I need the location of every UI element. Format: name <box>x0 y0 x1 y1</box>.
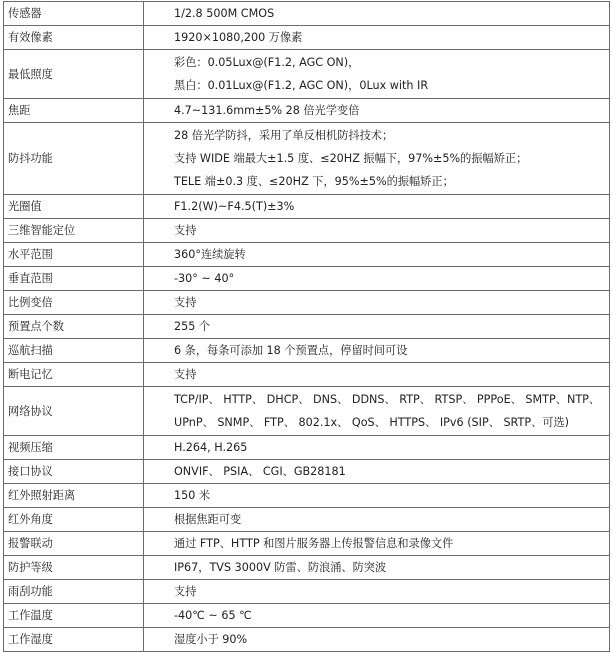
spec-label: 报警联动 <box>4 532 144 556</box>
table-row <box>4 26 610 50</box>
spec-value <box>144 556 610 580</box>
spec-value <box>144 580 610 604</box>
spec-value <box>144 604 610 628</box>
table-row <box>4 243 610 267</box>
spec-label: 有效像素 <box>4 26 144 50</box>
spec-label: 防护等级 <box>4 556 144 580</box>
spec-value <box>144 243 610 267</box>
table-row <box>4 436 610 460</box>
spec-value-line: 支持 <box>174 224 197 237</box>
spec-label: 三维智能定位 <box>4 219 144 243</box>
spec-value <box>144 99 610 123</box>
spec-value-line: 湿度小于 90% <box>174 633 248 646</box>
spec-value-line: 150 米 <box>174 489 211 502</box>
spec-value <box>144 123 610 195</box>
spec-value-line: 4.7~131.6mm±5% 28 倍光学变倍 <box>174 104 360 117</box>
spec-value <box>144 2 610 26</box>
spec-label: 红外照射距离 <box>4 484 144 508</box>
spec-value <box>144 315 610 339</box>
spec-label: 视频压缩 <box>4 436 144 460</box>
table-row <box>4 628 610 652</box>
spec-value <box>144 26 610 50</box>
spec-value-line: 支持 <box>174 296 197 309</box>
spec-value <box>144 484 610 508</box>
spec-value <box>144 628 610 652</box>
table-row <box>4 484 610 508</box>
table-row <box>4 460 610 484</box>
spec-label: 焦距 <box>4 99 144 123</box>
table-row <box>4 195 610 219</box>
table-row <box>4 387 610 436</box>
spec-value <box>144 195 610 219</box>
spec-value-line: 1/2.8 500M CMOS <box>174 7 275 20</box>
table-row <box>4 2 610 26</box>
table-row <box>4 508 610 532</box>
spec-value <box>144 532 610 556</box>
spec-table-body <box>4 2 610 652</box>
table-row <box>4 339 610 363</box>
spec-label: 预置点个数 <box>4 315 144 339</box>
spec-value-line: -40℃ ~ 65 ℃ <box>174 609 252 622</box>
spec-label: 传感器 <box>4 2 144 26</box>
spec-table <box>3 1 610 652</box>
spec-label: 垂直范围 <box>4 267 144 291</box>
spec-label: 工作温度 <box>4 604 144 628</box>
spec-label: 水平范围 <box>4 243 144 267</box>
table-row <box>4 532 610 556</box>
spec-value-line: 255 个 <box>174 320 211 333</box>
spec-value <box>144 267 610 291</box>
spec-label: 网络协议 <box>4 387 144 436</box>
spec-value-line: 根据焦距可变 <box>174 513 242 526</box>
spec-value <box>144 291 610 315</box>
spec-value-line: TELE 端±0.3 度、≤20HZ 下，95%±5%的振幅矫正； <box>174 175 454 188</box>
table-row <box>4 267 610 291</box>
spec-value-line: 黑白：0.01Lux@(F1.2, AGC ON)，0Lux with IR <box>174 79 429 92</box>
spec-value-line: TCP/IP、 HTTP、 DHCP、 DNS、 DDNS、 RTP、 RTSP、 PPPoE、 SMTP、NTP、 <box>174 393 601 406</box>
spec-label: 断电记忆 <box>4 363 144 387</box>
spec-value-line: ONVIF、 PSIA、 CGI、GB28181 <box>174 465 346 478</box>
spec-label: 光圈值 <box>4 195 144 219</box>
spec-value <box>144 50 610 99</box>
spec-value <box>144 339 610 363</box>
table-row <box>4 363 610 387</box>
spec-label: 红外角度 <box>4 508 144 532</box>
spec-value-line: 彩色：0.05Lux@(F1.2, AGC ON)， <box>174 56 360 69</box>
spec-value <box>144 436 610 460</box>
spec-label: 工作湿度 <box>4 628 144 652</box>
table-row <box>4 291 610 315</box>
spec-value-line: 支持 WIDE 端最大±1.5 度、≤20HZ 振幅下，97%±5%的振幅矫正； <box>174 152 528 165</box>
spec-value-line: H.264, H.265 <box>174 441 248 454</box>
spec-label: 雨刮功能 <box>4 580 144 604</box>
table-row <box>4 50 610 99</box>
spec-value-line: 6 条，每条可添加 18 个预置点，停留时间可设 <box>174 344 408 357</box>
spec-label: 巡航扫描 <box>4 339 144 363</box>
spec-label: 最低照度 <box>4 50 144 99</box>
spec-value <box>144 363 610 387</box>
spec-value-line: 通过 FTP、HTTP 和图片服务器上传报警信息和录像文件 <box>174 537 454 550</box>
spec-value-line: F1.2(W)~F4.5(T)±3% <box>174 200 295 213</box>
spec-value <box>144 387 610 436</box>
table-row <box>4 604 610 628</box>
spec-label: 比例变倍 <box>4 291 144 315</box>
spec-value-line: -30° ~ 40° <box>174 272 235 285</box>
table-row <box>4 219 610 243</box>
spec-value-line: 28 倍光学防抖，采用了单反相机防抖技术； <box>174 129 394 142</box>
table-row <box>4 580 610 604</box>
table-row <box>4 99 610 123</box>
spec-value <box>144 508 610 532</box>
spec-value <box>144 460 610 484</box>
spec-value-line: 1920×1080,200 万像素 <box>174 31 303 44</box>
spec-label: 防抖功能 <box>4 123 144 195</box>
spec-value-line: IP67，TVS 3000V 防雷、防浪涌、防突波 <box>174 561 387 574</box>
table-row <box>4 315 610 339</box>
spec-value-line: 支持 <box>174 585 197 598</box>
spec-value-line: 支持 <box>174 368 197 381</box>
table-row <box>4 556 610 580</box>
spec-value <box>144 219 610 243</box>
spec-value-line: 360°连续旋转 <box>174 248 246 261</box>
spec-label: 接口协议 <box>4 460 144 484</box>
spec-value-line: UPnP、 SNMP、 FTP、 802.1x、 QoS、 HTTPS、 IPv6 (SIP、 SRTP、可选) <box>174 416 570 429</box>
table-row <box>4 123 610 195</box>
